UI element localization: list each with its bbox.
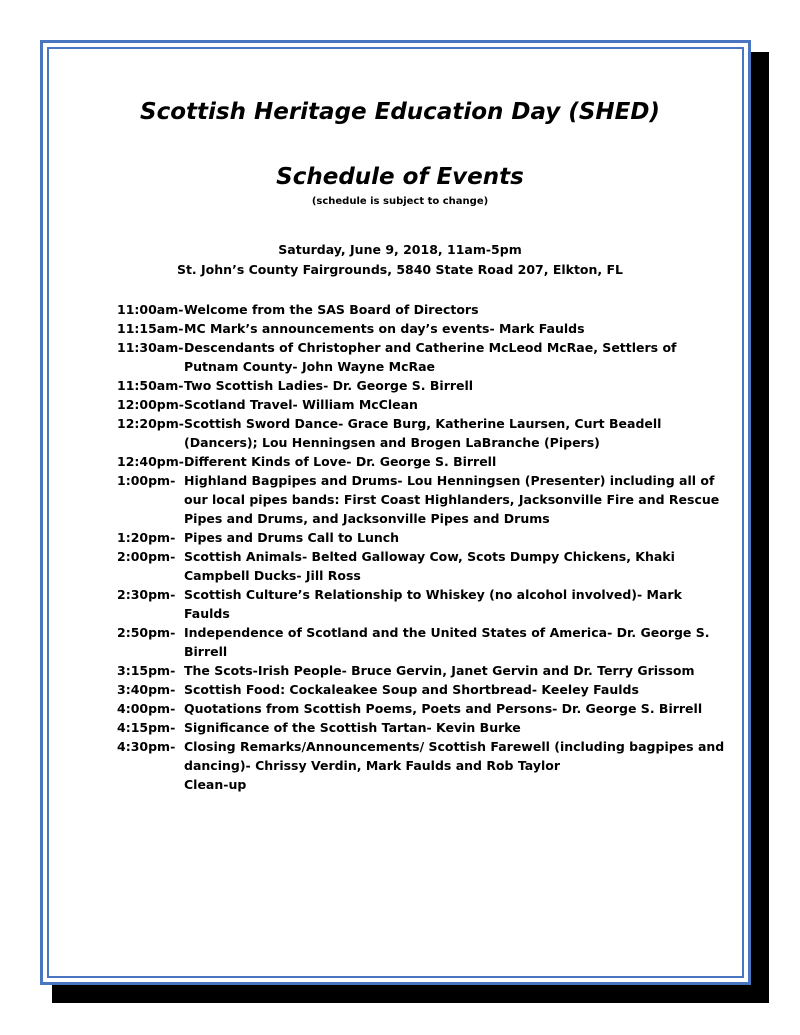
schedule-item-description: Scottish Food: Cockaleakee Soup and Shortbread- Keeley Faulds — [184, 682, 639, 697]
schedule-item-time: 3:15pm- — [117, 663, 176, 678]
schedule-item — [117, 300, 757, 319]
schedule-item — [117, 661, 757, 680]
schedule-list — [117, 300, 757, 794]
schedule-item-description: Different Kinds of Love- Dr. George S. Birrell — [184, 454, 497, 469]
schedule-item-time: 2:50pm- — [117, 625, 176, 640]
schedule-item — [117, 452, 757, 471]
schedule-item — [117, 680, 757, 699]
schedule-item — [117, 395, 757, 414]
schedule-item-time: 3:40pm- — [117, 682, 176, 697]
schedule-item-time: 11:15am- — [117, 321, 184, 336]
schedule-item — [117, 699, 757, 718]
event-venue: St. John’s County Fairgrounds, 5840 State Road 207, Elkton, FL — [176, 262, 624, 277]
schedule-item — [117, 319, 757, 338]
schedule-note: (schedule is subject to change) — [311, 196, 489, 207]
schedule-item-description: Welcome from the SAS Board of Directors — [184, 302, 479, 317]
schedule-item-time: 2:00pm- — [117, 549, 176, 564]
schedule-item-description: Closing Remarks/Announcements/ Scottish Farewell (including bagpipes and dancing)- Chrissy Verdin, Mark Faulds and Rob Taylor Clean-up — [184, 739, 725, 792]
schedule-item-time: 11:00am- — [117, 302, 184, 317]
document-title: Scottish Heritage Education Day (SHED) — [140, 99, 660, 125]
schedule-item — [117, 528, 757, 547]
event-date: Saturday, June 9, 2018, 11am-5pm — [278, 242, 522, 257]
schedule-item-description: MC Mark’s announcements on day’s events- Mark Faulds — [184, 321, 585, 336]
schedule-item-description: Scotland Travel- William McClean — [184, 397, 418, 412]
schedule-item-time: 4:15pm- — [117, 720, 176, 735]
schedule-item-description: Significance of the Scottish Tartan- Kevin Burke — [184, 720, 521, 735]
schedule-item — [117, 623, 757, 661]
schedule-item-description: Highland Bagpipes and Drums- Lou Henningsen (Presenter) including all of our local pipes bands: First Coast Highlanders, Jacksonville Fire and Rescue Pipes and Drums, and Jacksonville Pipes and Drums — [184, 473, 720, 526]
schedule-item — [117, 585, 757, 623]
schedule-item-time: 12:00pm- — [117, 397, 184, 412]
schedule-item — [117, 414, 757, 452]
schedule-item-description: The Scots-Irish People- Bruce Gervin, Janet Gervin and Dr. Terry Grissom — [184, 663, 695, 678]
schedule-item-time: 11:50am- — [117, 378, 184, 393]
schedule-item-time: 12:40pm- — [117, 454, 184, 469]
schedule-item-description: Quotations from Scottish Poems, Poets and Persons- Dr. George S. Birrell — [184, 701, 703, 716]
schedule-item — [117, 471, 757, 528]
schedule-item-description: Independence of Scotland and the United States of America- Dr. George S. Birrell — [184, 625, 710, 659]
schedule-item-description: Pipes and Drums Call to Lunch — [184, 530, 400, 545]
schedule-item-description: Scottish Sword Dance- Grace Burg, Katherine Laursen, Curt Beadell (Dancers); Lou Henningsen and Brogen LaBranche (Pipers) — [184, 416, 662, 450]
schedule-item-time: 4:30pm- — [117, 739, 176, 754]
schedule-item — [117, 718, 757, 737]
schedule-item-description: Scottish Animals- Belted Galloway Cow, Scots Dumpy Chickens, Khaki Campbell Ducks- Jill Ross — [184, 549, 675, 583]
schedule-item-description: Scottish Culture’s Relationship to Whiskey (no alcohol involved)- Mark Faulds — [184, 587, 682, 621]
schedule-item-description: Descendants of Christopher and Catherine McLeod McRae, Settlers of Putnam County- John Wayne McRae — [184, 340, 677, 374]
schedule-item-time: 12:20pm- — [117, 416, 184, 431]
schedule-item-description: Two Scottish Ladies- Dr. George S. Birrell — [184, 378, 474, 393]
document-subtitle: Schedule of Events — [276, 164, 524, 190]
schedule-item — [117, 338, 757, 376]
schedule-item-time: 11:30am- — [117, 340, 184, 355]
schedule-item — [117, 737, 757, 794]
schedule-item-time: 1:20pm- — [117, 530, 176, 545]
schedule-item-time: 1:00pm- — [117, 473, 176, 488]
schedule-item — [117, 376, 757, 395]
schedule-item-time: 4:00pm- — [117, 701, 176, 716]
schedule-item — [117, 547, 757, 585]
schedule-item-time: 2:30pm- — [117, 587, 176, 602]
